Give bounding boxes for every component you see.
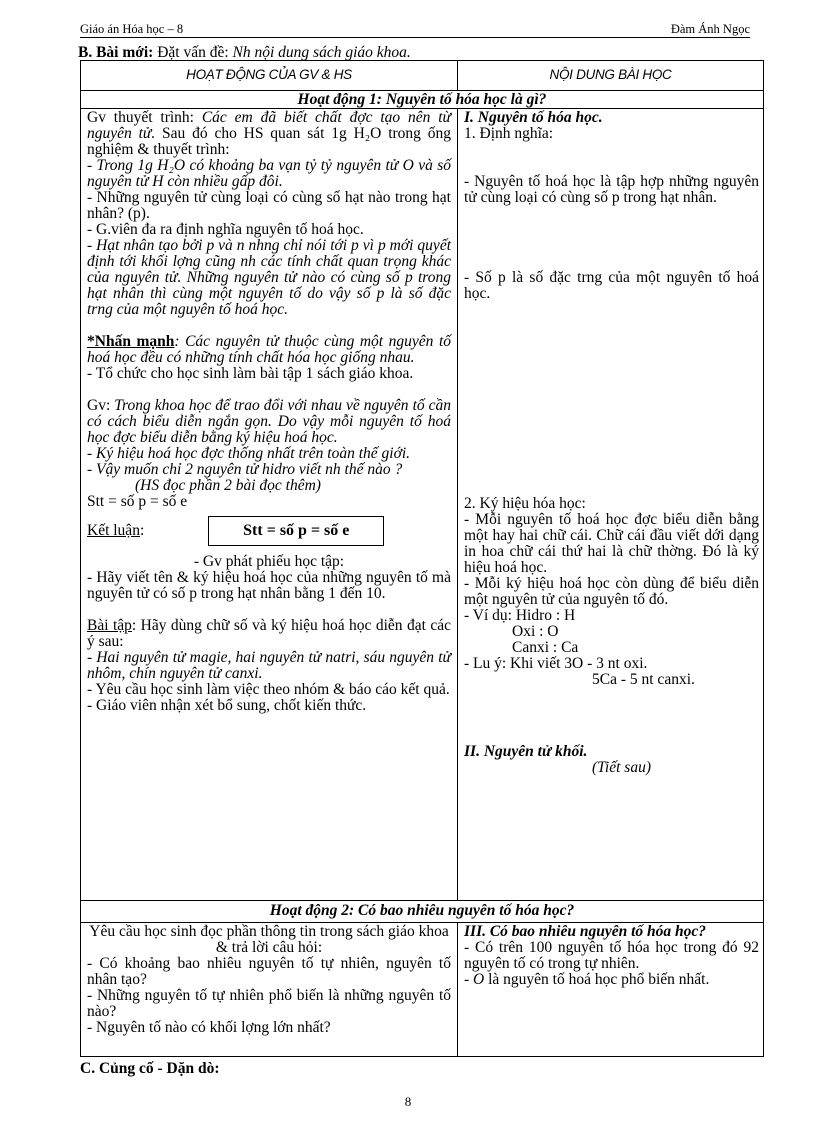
column-divider-act1 xyxy=(457,108,458,900)
text-run: - O xyxy=(464,971,485,988)
paragraph: - Vậy muốn chỉ 2 nguyên tử hidro viết nh thế nào ? xyxy=(87,461,403,478)
emphasis-label: *Nhấn mạnh xyxy=(87,333,175,350)
paragraph: - Những nguyên tử cùng loại có cùng số hạt nào trong hạt nhân? (p). xyxy=(87,189,451,222)
paragraph: - Có trên 100 nguyên tố hóa học trong đó 92 nguyên tố có trong tự nhiên. xyxy=(464,939,759,972)
text-run: : xyxy=(139,522,145,539)
exercise-label: Bài tập xyxy=(87,617,132,634)
header-right: Đàm Ánh Ngọc xyxy=(670,22,750,36)
column-divider-act2 xyxy=(457,922,458,1056)
paragraph: 1. Định nghĩa: xyxy=(464,125,554,142)
paragraph: - Ký hiệu hoá học đợc thống nhất trên toàn thế giới. xyxy=(87,445,411,462)
section-b-lead: Đặt vấn đề: xyxy=(157,44,229,61)
paragraph: - Giáo viên nhận xét bổ sung, chốt kiến thức. xyxy=(87,697,367,714)
paragraph: (HS đọc phần 2 bài đọc thêm) xyxy=(135,477,321,494)
paragraph: - G.viên đa ra định nghĩa nguyên tố hoá học. xyxy=(87,221,364,238)
paragraph xyxy=(87,618,451,650)
paragraph: Yêu cầu học sinh đọc phần thông tin trong sách giáo khoa & trả lời câu hỏi: xyxy=(89,923,449,956)
page-number: 8 xyxy=(404,1094,412,1109)
paragraph: - Hãy viết tên & ký hiệu hoá học của những nguyên tố mà nguyên tử có số p trong hạt nhân bằng 1 đến 10. xyxy=(87,569,451,602)
paragraph xyxy=(87,110,451,158)
heading: I. Nguyên tố hóa học. xyxy=(464,109,603,126)
activity-1-content-cell xyxy=(464,110,759,776)
paragraph: - Nguyên tố hoá học là tập hợp những nguyên tử cùng loại có cùng số p trong hạt nhân. xyxy=(464,173,759,206)
conclusion-label: Kết luận xyxy=(87,522,140,539)
paragraph: - Có khoảng bao nhiêu nguyên tố tự nhiên, nguyên tố nhân tạo? xyxy=(87,955,451,988)
paragraph xyxy=(87,334,451,366)
spacer xyxy=(464,688,759,744)
spacer xyxy=(464,302,759,496)
paragraph: - Tổ chức cho học sinh làm bài tập 1 sách giáo khoa. xyxy=(87,365,414,382)
paragraph: - Yêu cầu học sinh làm việc theo nhóm & báo cáo kết quả. xyxy=(87,681,450,698)
activity-2-title: Hoạt động 2: Có bao nhiêu nguyên tố hóa học? xyxy=(269,902,575,919)
header-left: Giáo án Hóa học – 8 xyxy=(80,22,184,36)
paragraph: - Lu ý: Khi viết 3O - 3 nt oxi. xyxy=(464,655,648,672)
section-b-label: B. Bài mới: xyxy=(78,44,154,61)
text-run: Gv thuyết trình: xyxy=(87,109,194,126)
activity-1-title: Hoạt động 1: Nguyên tố hóa học là gì? xyxy=(297,91,547,108)
paragraph: 2. Ký hiệu hóa học: xyxy=(464,495,586,512)
heading: III. Có bao nhiêu nguyên tố hóa học? xyxy=(464,923,707,940)
text-run: : Các nguyên tử thuộc cùng một nguyên tố hoá học đều có những tính chất hóa học giống nhau. xyxy=(87,333,452,366)
page-header xyxy=(80,20,750,38)
spacer xyxy=(87,382,451,398)
paragraph: - Những nguyên tố tự nhiên phổ biến là những nguyên tố nào? xyxy=(87,987,451,1020)
conclusion-row xyxy=(87,516,451,546)
column-header-content: NỘI DUNG BÀI HỌC xyxy=(549,67,672,82)
paragraph: Oxi : O xyxy=(512,623,559,640)
paragraph: Stt = số p = số e xyxy=(87,493,188,510)
text-run: Các em đã biết chất đợc tạo nên từ nguyên tử. xyxy=(87,109,451,142)
lesson-table xyxy=(80,60,764,1057)
text-run: : Hãy dùng chữ số và ký hiệu hoá học diễn đạt các ý sau: xyxy=(87,617,451,650)
paragraph: - Ví dụ: Hidro : H xyxy=(464,607,576,624)
activity-1-teacher-cell xyxy=(87,110,451,714)
paragraph: - Hạt nhân tạo bởi p và n nhng chỉ nói tới p vì p mới quyết định tới khối lợng cũng nh các tính chất quan trọng khác của nguyên tử. Những nguyên tử nào có cùng số p trong hạt nhân thì cùng một nguyên tố do vậy số p là số đặc trng của một nguyên tố hoá học. xyxy=(87,237,451,318)
paragraph: - Mỗi ký hiệu hoá học còn dùng để biểu diễn một nguyên tử của nguyên tố đó. xyxy=(464,575,759,608)
activity-2-teacher-cell xyxy=(87,924,451,1036)
text-run: Sau đó cho HS quan sát 1g H₂O trong ống nghiệm & thuyết trình: xyxy=(87,125,451,158)
text-run: là nguyên tố hoá học phổ biến nhất. xyxy=(484,971,710,988)
spacer xyxy=(464,206,759,270)
paragraph: Canxi : Ca xyxy=(512,639,579,656)
spacer xyxy=(464,142,759,158)
paragraph: - Mỗi nguyên tố hoá học đợc biểu diễn bằng một hay hai chữ cái. Chữ cái đầu viết dới dạng in hoa chữ cái thứ hai là chữ thờng. Đó là ký hiệu hoá học. xyxy=(464,511,759,576)
paragraph xyxy=(464,972,759,988)
section-b-text: Nh nội dung sách giáo khoa. xyxy=(232,44,411,61)
paragraph: - Hai nguyên tử magie, hai nguyên tử natri, sáu nguyên tử nhôm, chín nguyên tử canxi. xyxy=(87,649,451,682)
paragraph xyxy=(87,398,451,446)
text-run: Gv: xyxy=(87,397,111,414)
formula-box: Stt = số p = số e xyxy=(208,516,384,546)
paragraph: - Số p là số đặc trng của một nguyên tố hoá học. xyxy=(464,269,759,302)
text-run: Trong khoa học để trao đổi với nhau về nguyên tố cần có cách biểu diễn ngắn gọn. Do vậy mỗi nguyên tố hoá học đợc biểu diễn bằng ký hiệu hoá học. xyxy=(87,397,452,446)
paragraph: - Trong 1g H₂O có khoảng ba vạn tỷ tỷ nguyên tử O và số nguyên tử H còn nhiều gấp đôi. xyxy=(87,157,451,190)
spacer xyxy=(464,158,759,166)
row-line-act1-end xyxy=(81,900,763,901)
paragraph: - Gv phát phiếu học tập: xyxy=(193,553,345,570)
section-c-heading: C. Củng cố - Dặn dò: xyxy=(80,1060,220,1077)
paragraph: (Tiết sau) xyxy=(592,759,651,776)
spacer xyxy=(87,602,451,618)
spacer xyxy=(87,318,451,334)
activity-2-content-cell xyxy=(464,924,759,988)
column-header-teacher: HOẠT ĐỘNG CỦA GV & HS xyxy=(186,67,352,82)
heading: II. Nguyên tử khối. xyxy=(464,743,588,760)
paragraph: 5Ca - 5 nt canxi. xyxy=(592,671,695,688)
paragraph: - Nguyên tố nào có khối lợng lớn nhất? xyxy=(87,1019,331,1036)
